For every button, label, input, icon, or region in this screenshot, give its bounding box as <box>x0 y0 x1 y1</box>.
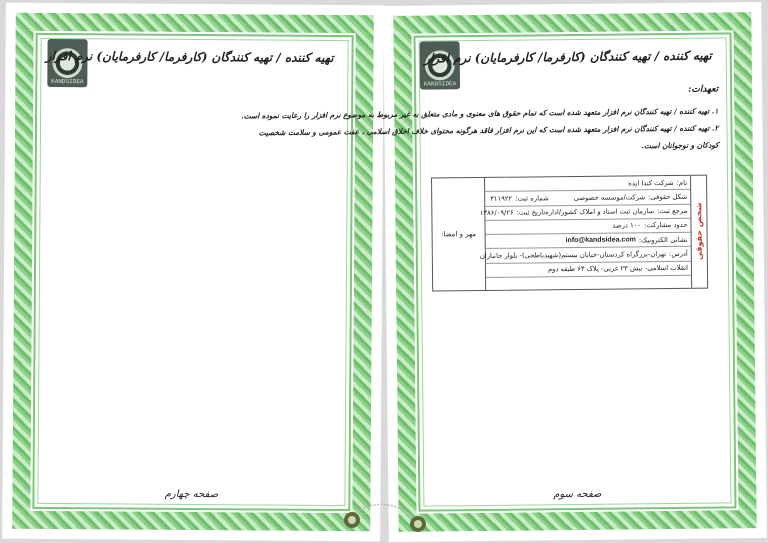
email-label: نشانی الکترونیک: <box>638 235 688 244</box>
binding-string <box>338 498 428 538</box>
seal-caption: KANDSIDEA <box>51 78 84 86</box>
entity-fields <box>479 176 691 290</box>
stamp-label: مهر و امضا: <box>441 230 477 239</box>
legal-form-label: شکل حقوقی: <box>648 192 688 202</box>
obligation-item: کودکان و نوجوانان است. <box>641 140 719 151</box>
share-label: حدود مشارکت: <box>643 221 688 230</box>
seal-caption: KANDSIDEA <box>423 80 457 88</box>
email-value: info@kandsidea.com <box>565 235 636 244</box>
address-line-2: انقلاب اسلامی- نبش ۲۳ غربی- پلاک ۶۴ طبقه دوم <box>547 263 689 274</box>
name-value: شرکت کندا ایده <box>628 178 674 188</box>
address-label: آدرس: <box>668 249 688 258</box>
reg-number-label: شماره ثبت: <box>515 194 549 203</box>
obligations-heading: تعهدات: <box>688 84 719 95</box>
address-line-1: تهران-بزرگراه کردستان-خیابان بیستم(شهید‌باطحی)- بلوار جانبازان <box>479 249 667 260</box>
obligation-item: ۲. تهیه کننده / تهیه کنندگان نرم افزار متعهد شده است که این نرم افزار فاقد هرگونه محتوای خلاف اخلاق اسلامی ، عفت عمومی و سلامت شخصیت <box>258 123 719 138</box>
obligation-item: ۱. تهیه کننده / تهیه کنندگان نرم افزار متعهد شده است که تمام حقوق های معنوی و مادی متعلق به غیر مربوط به موضوع نرم افزار را رعایت نموده است. <box>241 106 719 121</box>
page-number: صفحه چهارم <box>164 488 219 501</box>
right-page <box>241 2 767 542</box>
reg-authority-value: سازمان ثبت اسناد و املاک کشور/اداره <box>545 207 655 217</box>
page-title: تهیه کننده / تهیه کنندگان (کارفرما/ کارفرمایان) نرم افزار <box>45 48 334 65</box>
legal-entity-label: شخص حقوقی <box>690 176 707 288</box>
reg-date-value: ۱۳۸۶/۰۹/۲۶ <box>479 208 514 218</box>
left-page <box>2 3 384 542</box>
page-title: تهیه کننده / تهیه کنندگان (کارفرما/ کارفرمایان) نرم افزار <box>424 48 712 66</box>
reg-authority-label: مرجع ثبت: <box>657 206 688 216</box>
legal-entity-table <box>431 175 708 292</box>
stamp-signature-cell <box>432 178 485 291</box>
legal-form-value: شرکت/موسسه خصوصی <box>573 193 646 202</box>
share-value: ۱۰۰ درصد <box>612 221 642 230</box>
reg-date-label: تاریخ ثبت: <box>516 208 546 217</box>
reg-number-value: ۳۱۱۹۲۲ <box>490 194 513 203</box>
empty-row <box>486 276 691 292</box>
page-number: صفحه سوم <box>553 488 602 501</box>
name-label: نام: <box>676 178 688 187</box>
